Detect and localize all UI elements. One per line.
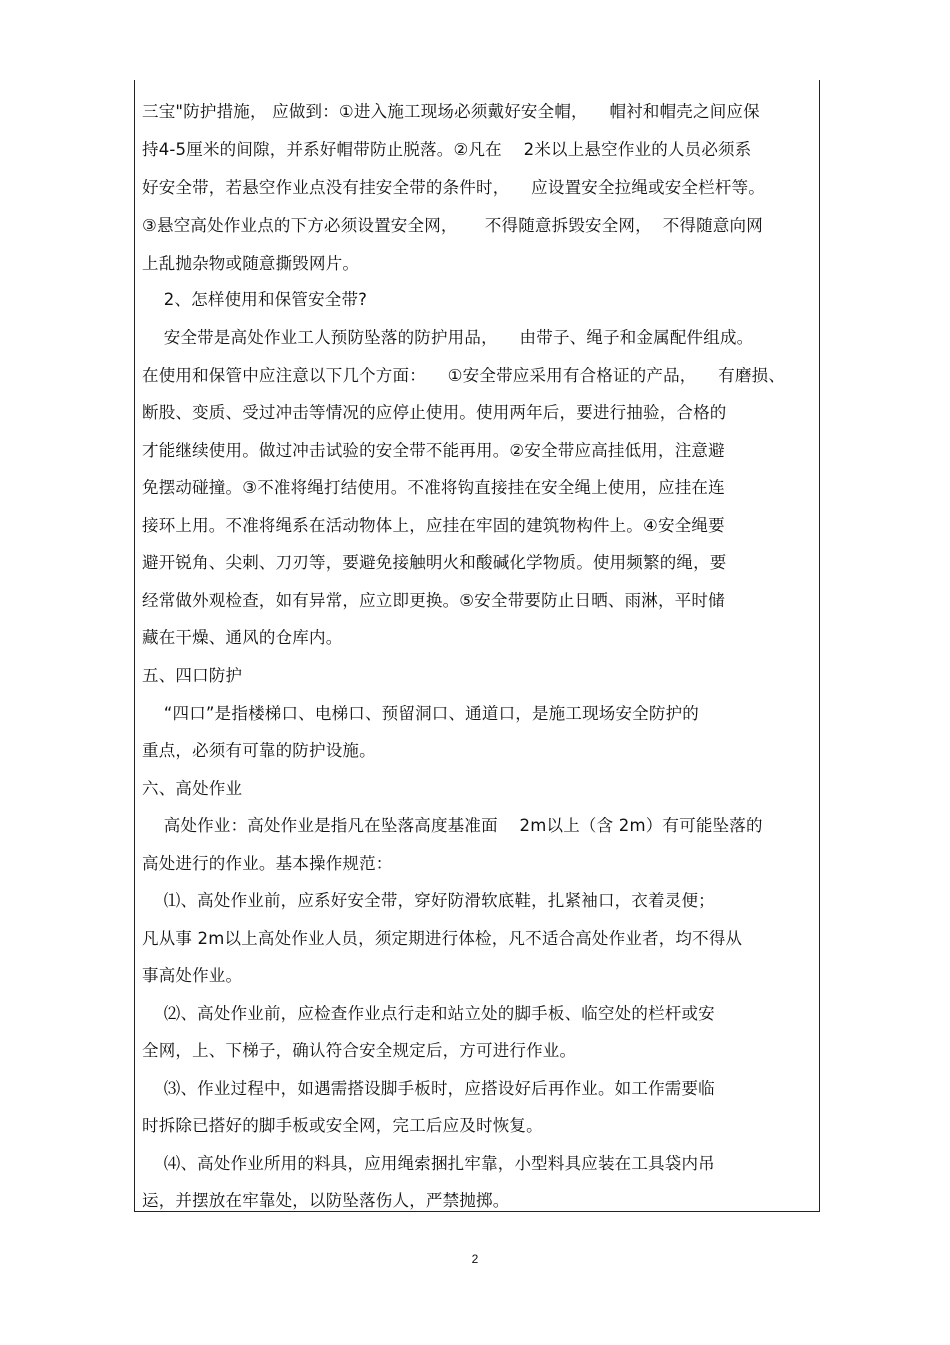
text-line: 三宝"防护措施， 应做到：①进入施工现场必须戴好安全帽， 帽衬和帽壳之间应保 bbox=[142, 102, 760, 121]
text-line: “四口”是指楼梯口、电梯口、预留洞口、通道口，是施工现场安全防护的 bbox=[142, 704, 699, 723]
text-line: 好安全带，若悬空作业点没有挂安全带的条件时， 应设置安全拉绳或安全栏杆等。 bbox=[142, 178, 765, 197]
text-line: ⑵、高处作业前，应检查作业点行走和站立处的脚手板、临空处的栏杆或安 bbox=[142, 1004, 715, 1023]
text-line: 才能继续使用。做过冲击试验的安全带不能再用。②安全带应高挂低用，注意避 bbox=[142, 441, 725, 460]
text-line: 藏在干燥、通风的仓库内。 bbox=[142, 628, 343, 647]
text-line: 重点，必须有可靠的防护设施。 bbox=[142, 741, 376, 760]
text-line: 断股、变质、受过冲击等情况的应停止使用。使用两年后，要进行抽验，合格的 bbox=[142, 403, 727, 422]
text-line: 安全带是高处作业工人预防坠落的防护用品， 由带子、绳子和金属配件组成。 bbox=[142, 328, 754, 347]
text-line: ⑶、作业过程中，如遇需搭设脚手板时，应搭设好后再作业。如工作需要临 bbox=[142, 1079, 715, 1098]
text-line: 持4-5厘米的间隙，并系好帽带防止脱落。②凡在 2米以上悬空作业的人员必须系 bbox=[142, 140, 752, 159]
text-line: 在使用和保管中应注意以下几个方面： ①安全带应采用有合格证的产品， 有磨损、 bbox=[142, 366, 786, 385]
text-line: 运，并摆放在牢靠处，以防坠落伤人，严禁抛掷。 bbox=[142, 1191, 510, 1210]
text-line: 高处进行的作业。基本操作规范： bbox=[142, 854, 393, 873]
text-line: 时拆除已搭好的脚手板或安全网，完工后应及时恢复。 bbox=[142, 1116, 543, 1135]
text-line: 2、怎样使用和保管安全带? bbox=[142, 290, 368, 309]
text-line: 上乱抛杂物或随意撕毁网片。 bbox=[142, 254, 360, 273]
text-line: 免摆动碰撞。③不准将绳打结使用。不准将钩直接挂在安全绳上使用，应挂在连 bbox=[142, 478, 725, 497]
text-line: 凡从事 2m以上高处作业人员，须定期进行体检，凡不适合高处作业者，均不得从 bbox=[142, 929, 743, 948]
text-line: 接环上用。不准将绳系在活动物体上，应挂在牢固的建筑物构件上。④安全绳要 bbox=[142, 516, 725, 535]
text-line: 全网，上、下梯子，确认符合安全规定后，方可进行作业。 bbox=[142, 1041, 577, 1060]
text-line: 经常做外观检查，如有异常，应立即更换。⑤安全带要防止日晒、雨淋，平时储 bbox=[142, 591, 725, 610]
text-line: 避开锐角、尖刺、刀刃等，要避免接触明火和酸碱化学物质。使用频繁的绳，要 bbox=[142, 553, 727, 572]
text-line: 五、四口防护 bbox=[142, 666, 243, 685]
page-number: 2 bbox=[471, 1252, 479, 1266]
text-line: ⑴、高处作业前，应系好安全带，穿好防滑软底鞋，扎紧袖口，衣着灵便； bbox=[142, 891, 715, 910]
text-line: 高处作业：高处作业是指凡在坠落高度基准面 2m以上（含 2m）有可能坠落的 bbox=[142, 816, 763, 835]
text-line: 事高处作业。 bbox=[142, 966, 243, 985]
text-line: ③悬空高处作业点的下方必须设置安全网， 不得随意拆毁安全网， 不得随意向网 bbox=[142, 216, 763, 235]
text-line: ⑷、高处作业所用的料具，应用绳索捆扎牢靠，小型料具应装在工具袋内吊 bbox=[142, 1154, 715, 1173]
text-line: 六、高处作业 bbox=[142, 779, 243, 798]
